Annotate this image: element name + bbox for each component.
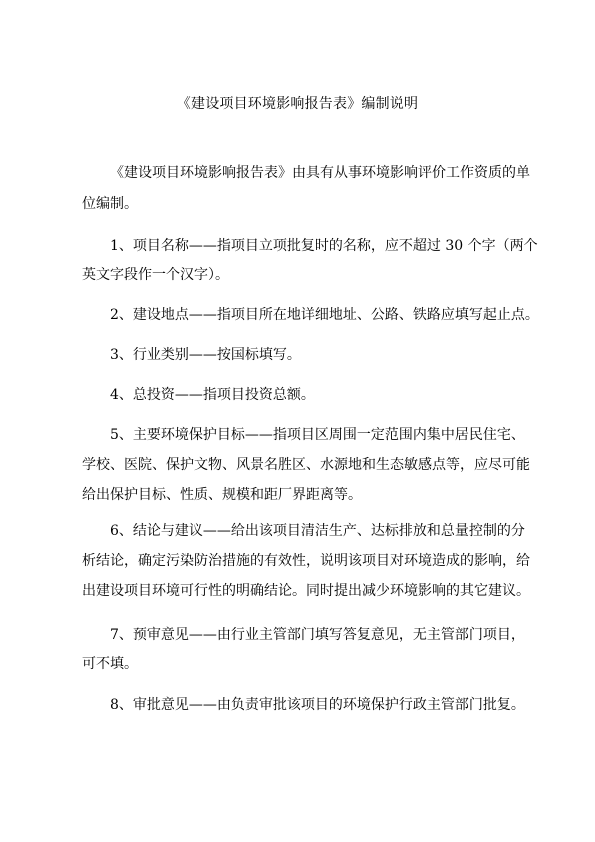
paragraph-line: 学校、医院、保护文物、风景名胜区、水源地和生态敏感点等，应尽可能 (82, 457, 530, 473)
paragraph-line: 出建设项目环境可行性的明确结论。同时提出减少环境影响的其它建议。 (82, 583, 530, 599)
paragraph-line: 英文字段作一个汉字）。 (82, 267, 229, 283)
paragraph-line: 3、行业类别——按国标填写。 (110, 347, 301, 363)
paragraph-line: 可不填。 (82, 656, 138, 672)
paragraph-line: 《建设项目环境影响报告表》由具有从事环境影响评价工作资质的单 (110, 165, 530, 181)
document-title: 《建设项目环境影响报告表》编制说明 (176, 96, 419, 112)
paragraph-line: 6、结论与建议——给出该项目清洁生产、达标排放和总量控制的分 (110, 523, 525, 539)
paragraph-line: 7、预审意见——由行业主管部门填写答复意见，无主管部门项目， (110, 627, 525, 643)
paragraph-line: 2、建设地点——指项目所在地详细地址、公路、铁路应填写起止点。 (110, 307, 539, 323)
paragraph-line: 5、主要环境保护目标——指项目区周围一定范围内集中居民住宅、 (110, 427, 525, 443)
paragraph-line: 1、项目名称——指项目立项批复时的名称，应不超过 30 个字（两个 (110, 238, 538, 254)
paragraph-line: 4、总投资——指项目投资总额。 (110, 387, 315, 403)
paragraph-line: 给出保护目标、性质、规模和距厂界距离等。 (82, 487, 362, 503)
paragraph-line: 位编制。 (82, 196, 138, 212)
paragraph-line: 8、审批意见——由负责审批该项目的环境保护行政主管部门批复。 (110, 697, 525, 713)
paragraph-line: 析结论，确定污染防治措施的有效性，说明该项目对环境造成的影响，给 (82, 553, 530, 569)
